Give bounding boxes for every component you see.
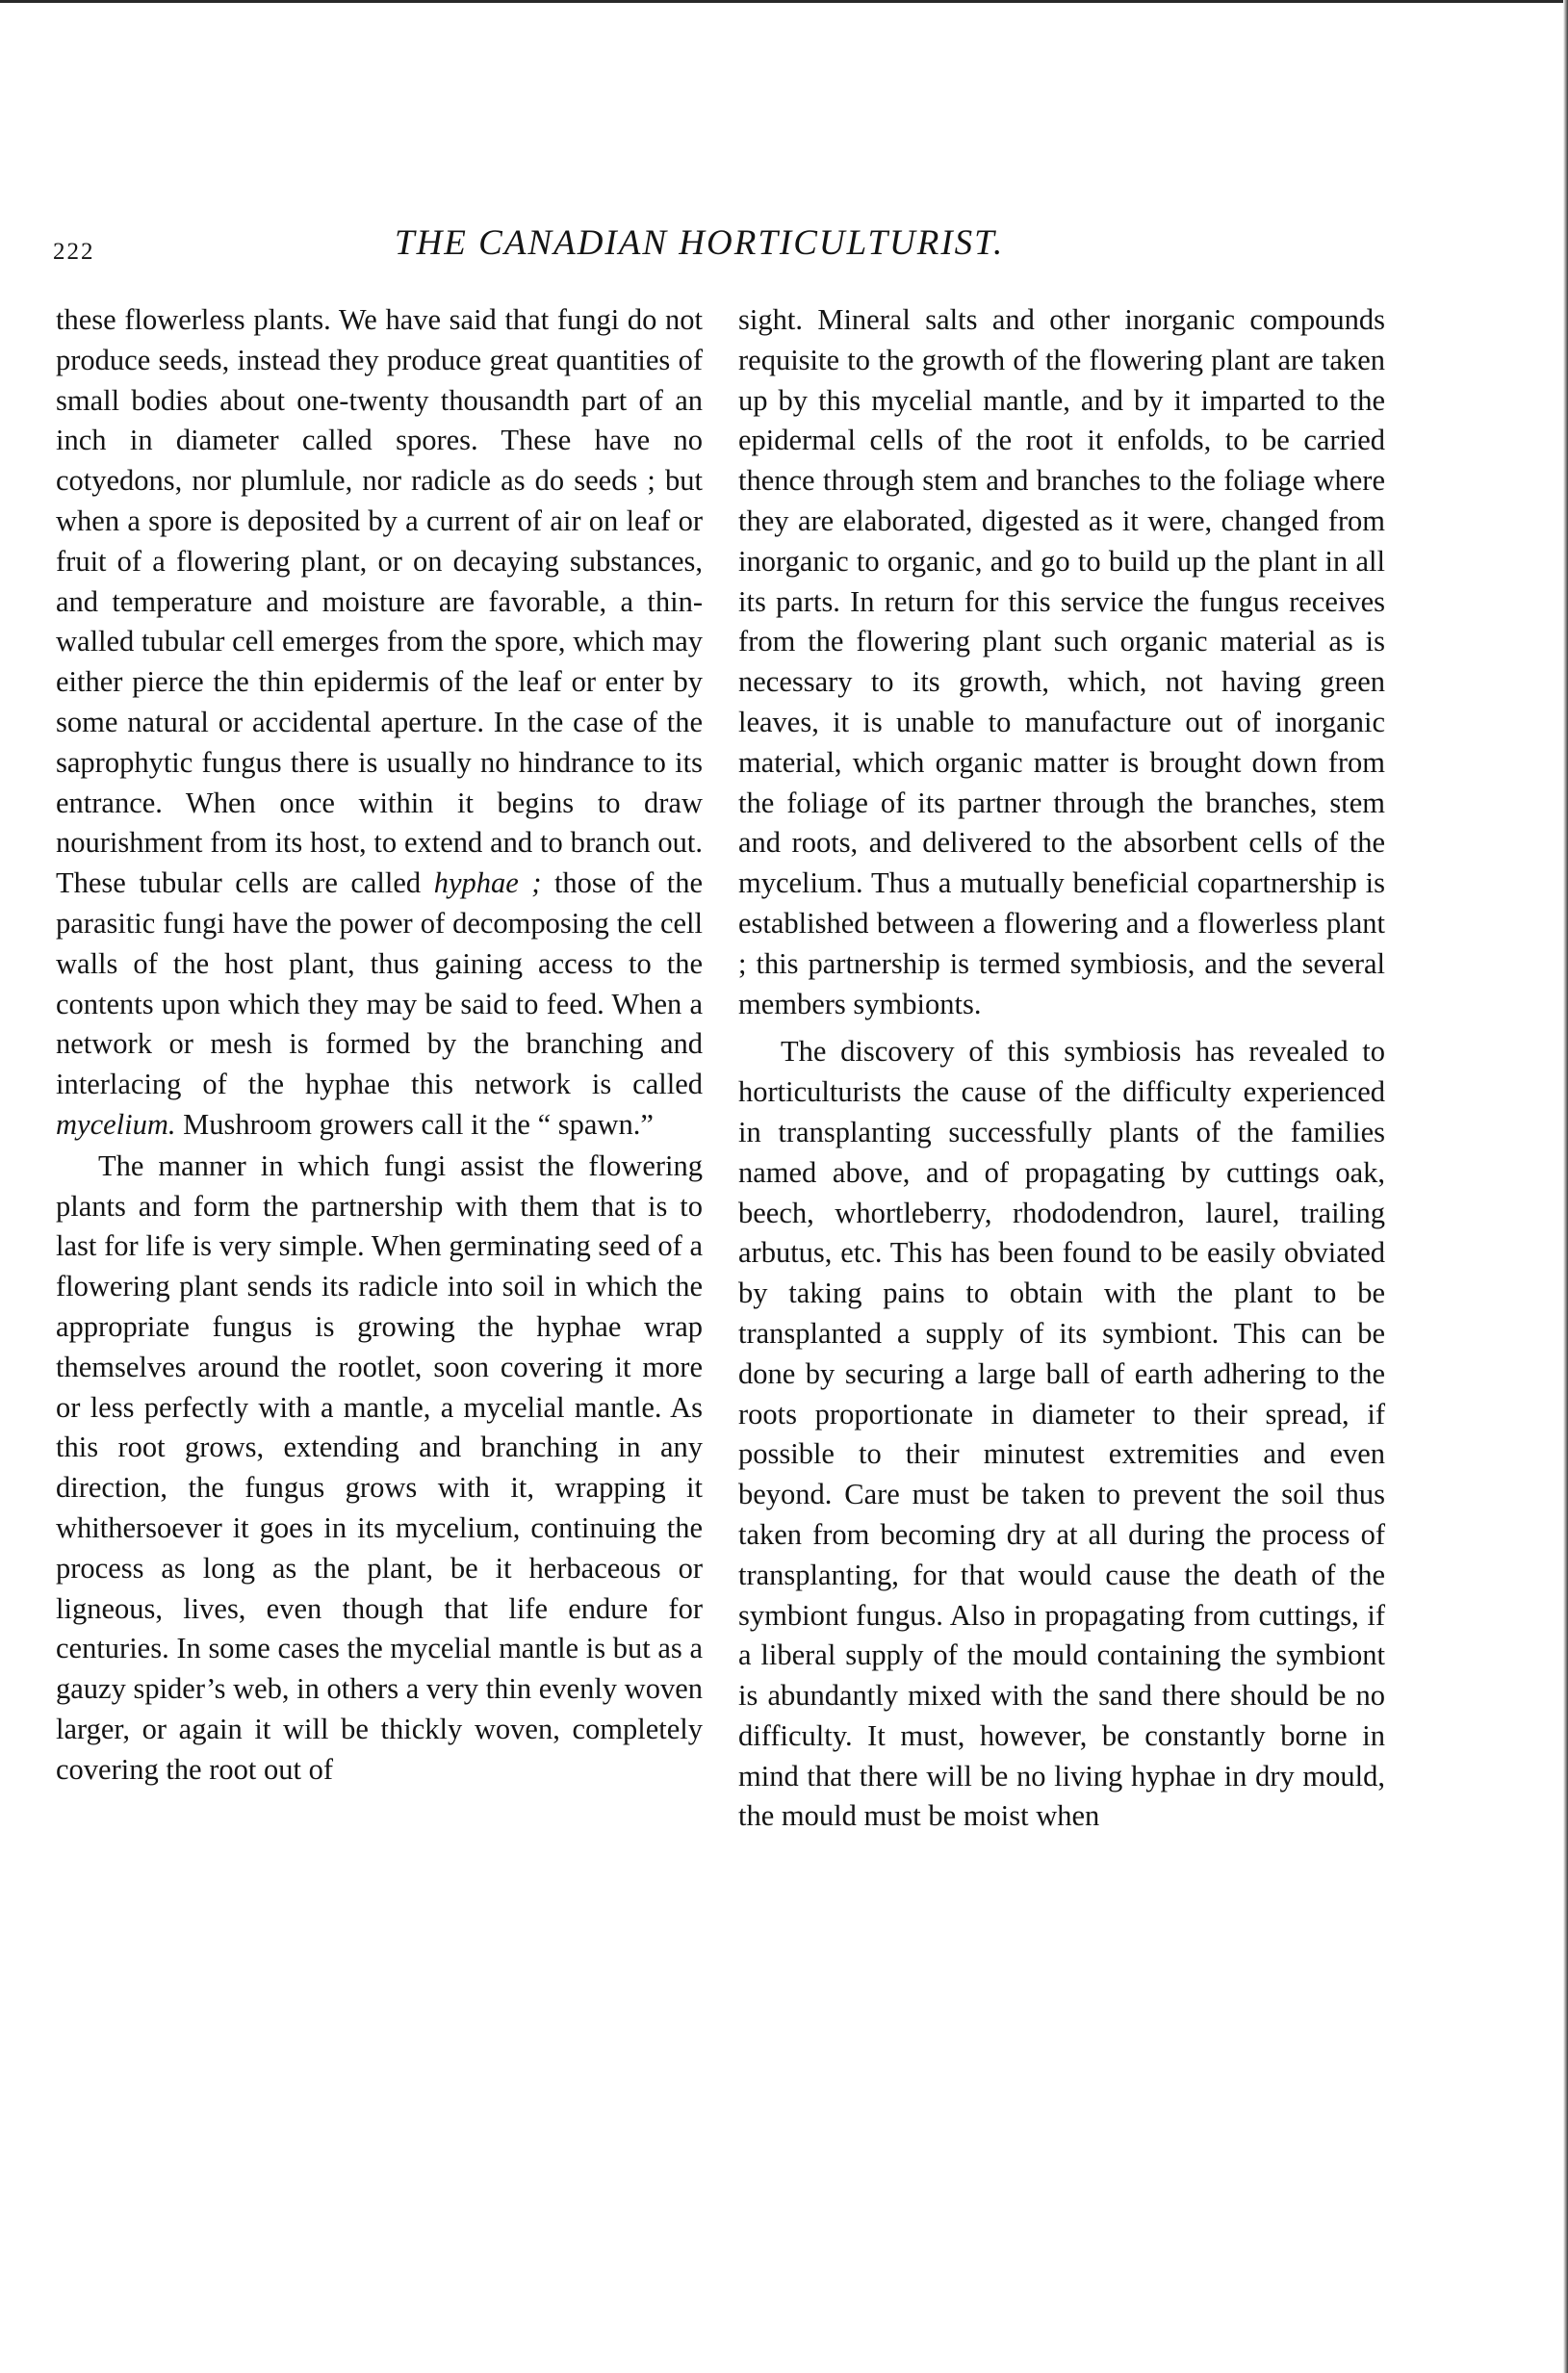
running-title: THE CANADIAN HORTICULTURIST. bbox=[395, 223, 1005, 263]
left-paragraph-2: The manner in which fungi assist the flowering plants and form the partnership with them that is to last for life is very simple. When germinating seed of a flowering plant sends its radicle into soil in which the appropriate fungus is growing the hyphae wrap themselves around the rootlet, soon covering it more or less perfectly with a mantle, a mycelial mantle. As this root grows, extending and branching in any direction, the fungus grows with it, wrapping it whithersoever it goes in its mycelium, continuing the process as long as the plant, be it herbaceous or ligneous, lives, even though that life endure for centuries. In some cases the mycelial mantle is but as a gauzy spider’s web, in others a very thin evenly woven larger, or again it will be thickly woven, completely covering the root out of bbox=[56, 1148, 703, 1786]
term-hyphae: hyphae ; bbox=[433, 866, 542, 900]
right-paragraph-2: The discovery of this symbiosis has revealed to horticulturists the cause of the difficulty experienced in transplanting successfully plants of the families named above, and of propagating by cuttings oak, beech, whortleberry, rhododendron, laurel, trailing arbutus, etc. This has been found to be easily obviated by taking pains to obtain with the plant to be transplanted a supply of its symbiont. This can be done by securing a large ball of earth adhering to the roots proportionate in diameter to their spread, if possible to their minutest extremities and even beyond. Care must be taken to prevent the soil thus taken from becoming dry at all during the process of transplanting, for that would cause the death of the symbiont fungus. Also in propagating from cuttings, if a liberal supply of the mould containing the symbiont is abundantly mixed with the sand there should be no difficulty. It must, however, be constantly borne in mind that there will be no living hyphae in dry mould, the mould must be moist when bbox=[738, 1035, 1385, 1833]
page-edge-shadow bbox=[1563, 0, 1568, 2373]
left-p1-text-c: Mushroom growers call it the “ spawn.” bbox=[175, 1107, 654, 1141]
left-paragraph-1 bbox=[56, 300, 703, 1146]
left-p1-text-b: those of the parasitic fungi have the power of decomposing the cell walls of the host plant, thus gaining access to the contents upon which they may be said to feed. When a network or mesh is formed by the branching and interlacing of the hyphae this network is called bbox=[56, 866, 704, 1101]
page-header bbox=[53, 219, 1064, 277]
left-column bbox=[56, 300, 703, 1790]
page-number: 222 bbox=[53, 239, 95, 265]
right-column bbox=[738, 300, 1385, 1837]
top-rule bbox=[0, 0, 1568, 3]
left-p1-text-a: these flowerless plants. We have said that fungi do not produce seeds, instead they produce great quantities of small bodies about one-twenty thousandth part of an inch in diameter called spores. These have no cotyedons, nor plumlule, nor radicle as do seeds ; but when a spore is deposited by a current of air on leaf or fruit of a flowering plant, or on decaying substances, and temperature and moisture are favorable, a thin-walled tubular cell emerges from the spore, which may either pierce the thin epidermis of the leaf or enter by some natural or accidental aperture. In the case of the saprophytic fungus there is usually no hindrance to its entrance. When once within it begins to draw nourishment from its host, to extend and to branch out. These tubular cells are called bbox=[56, 303, 703, 900]
right-paragraph-1: sight. Mineral salts and other inorganic compounds requisite to the growth of the flowering plant are taken up by this mycelial mantle, and by it imparted to the epidermal cells of the root it enfolds, to be carried thence through stem and branches to the foliage where they are elaborated, digested as it were, changed from inorganic to organic, and go to build up the plant in all its parts. In return for this service the fungus receives from the flowering plant such organic material as is necessary to its growth, which, not having green leaves, it is unable to manufacture out of inorganic material, which organic matter is brought down from the foliage of its partner through the branches, stem and roots, and delivered to the absorbent cells of the mycelium. Thus a mutually beneficial copartnership is established between a flowering and a flowerless plant ; this partnership is termed symbiosis, and the several members symbionts. bbox=[738, 303, 1385, 1020]
term-mycelium: mycelium. bbox=[56, 1107, 176, 1141]
